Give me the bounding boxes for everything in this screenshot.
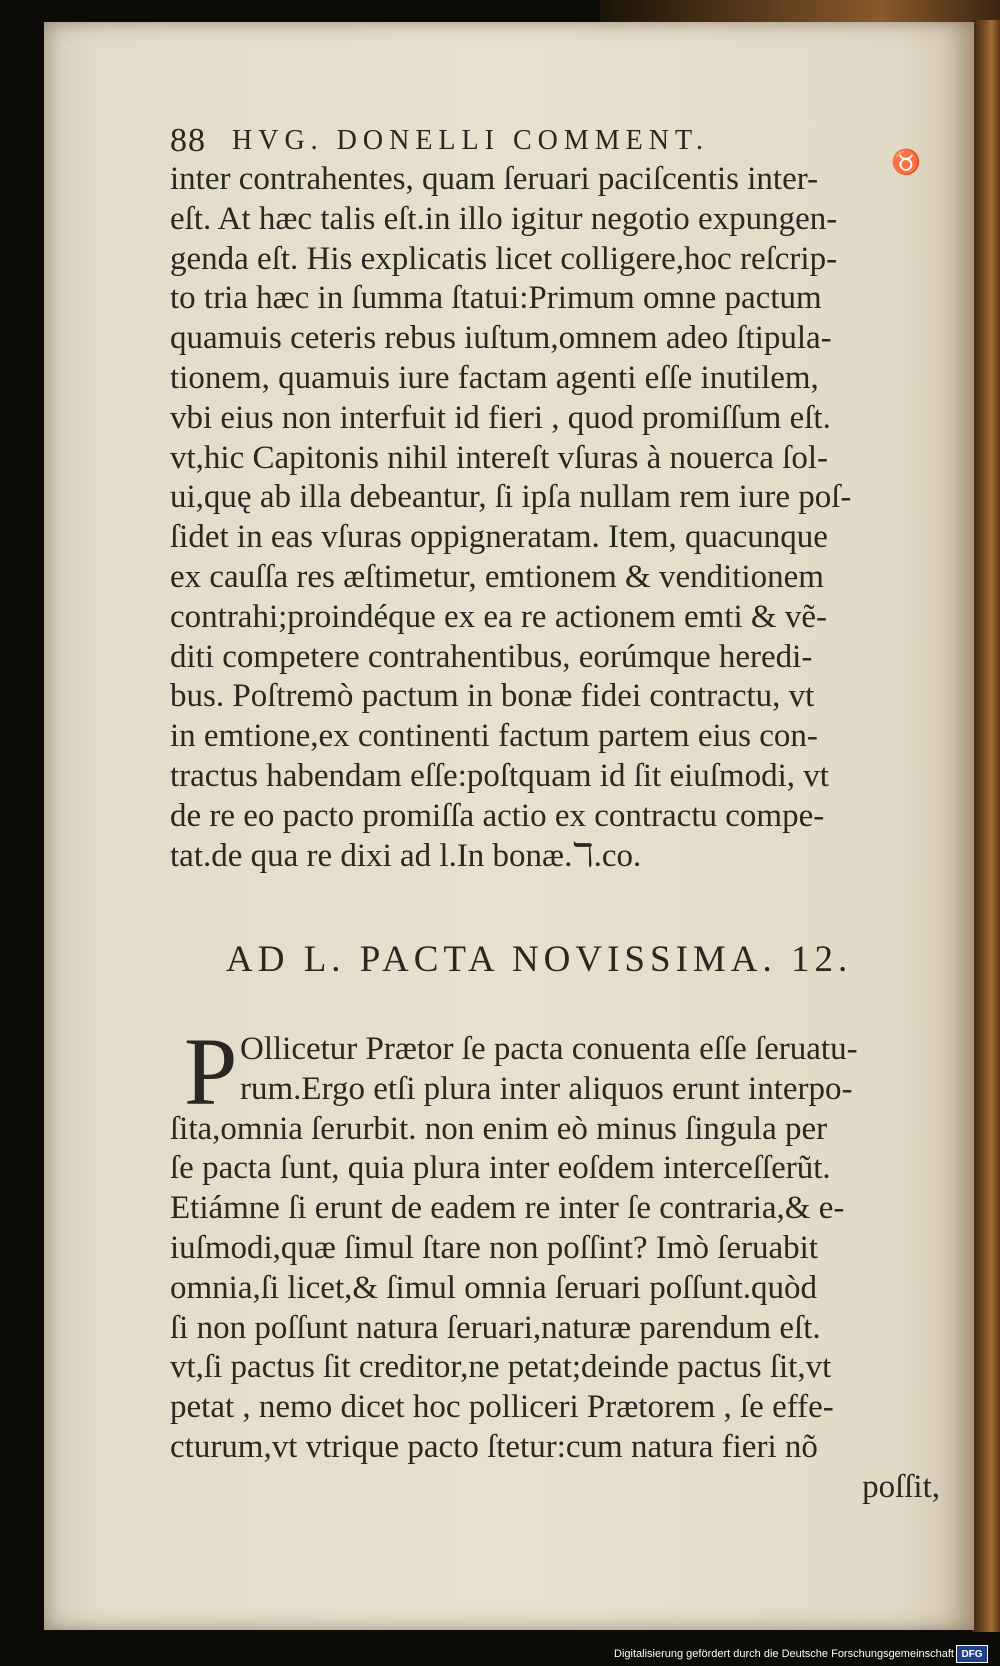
- text-line: ex cauſſa res æſtimetur, emtionem & venditionem: [170, 558, 824, 595]
- dfg-logo: DFG: [956, 1645, 988, 1663]
- text-line: vt,hic Capitonis nihil intereſt vſuras à nouerca ſol-: [170, 439, 829, 476]
- running-head: [170, 120, 830, 162]
- body-text-bottom: [170, 1018, 940, 1508]
- footer-credit: Digitalisierung gefördert durch die Deutsche Forschungsgemeinschaft: [614, 1648, 954, 1660]
- text-line: tionem, quamuis iure factam agenti eſſe inutilem,: [170, 359, 819, 396]
- text-line: tat.de qua re dixi ad l.In bonæ.ℸ.co.: [170, 837, 642, 874]
- drop-initial: P: [184, 1018, 238, 1125]
- text-line: iuſmodi,quæ ſimul ſtare non poſſint? Imò ſeruabit: [170, 1229, 818, 1266]
- text-line: ſi non poſſunt natura ſeruari,naturæ parendum eſt.: [170, 1309, 821, 1346]
- text-line: omnia,ſi licet,& ſimul omnia ſeruari poſſunt.quòd: [170, 1269, 818, 1306]
- running-title: HVG. DONELLI COMMENT.: [232, 125, 709, 156]
- text-line: inter contrahentes, quam ſeruari paciſcentis inter-: [170, 161, 819, 197]
- text-line: rum.Ergo etſi plura inter aliquos erunt interpo-: [240, 1070, 853, 1107]
- text-line: eſt. At hæc talis eſt.in illo igitur negotio expungen-: [170, 200, 838, 237]
- folio-mark: ♉: [891, 148, 921, 176]
- text-line: bus. Poſtremò pactum in bonæ fidei contractu, vt: [170, 678, 815, 715]
- text-line: diti competere contrahentibus, eorúmque heredi-: [170, 638, 813, 675]
- text-line: genda eſt. His explicatis licet colligere,hoc reſcrip-: [170, 240, 838, 277]
- text-line: vbi eius non interfuit id fieri , quod promiſſum eſt.: [170, 399, 831, 436]
- text-line: tractus habendam eſſe:poſtquam id ſit eiuſmodi, vt: [170, 757, 829, 794]
- text-line: Ollicetur Prætor ſe pacta conuenta eſſe ſeruatu-: [240, 1031, 858, 1067]
- text-line: to tria hæc in ſumma ſtatui:Primum omne pactum: [170, 280, 822, 317]
- book-spine: [972, 20, 1000, 1632]
- text-line: ſita,omnia ſerurbit. non enim eò minus ſingula per: [170, 1110, 828, 1147]
- body-text-top: [170, 160, 940, 876]
- text-line: cturum,vt vtrique pacto ſtetur:cum natura fieri nõ: [170, 1428, 818, 1465]
- text-line: petat , nemo dicet hoc polliceri Prætorem , ſe effe-: [170, 1389, 834, 1426]
- text-line: de re eo pacto promiſſa actio ex contractu compe-: [170, 797, 825, 834]
- page-number: 88: [170, 122, 206, 159]
- text-line: vt,ſi pactus ſit creditor,ne petat;deinde pactus ſit,vt: [170, 1349, 832, 1386]
- text-line: ſe pacta ſunt, quia plura inter eoſdem interceſſerũt.: [170, 1150, 831, 1187]
- text-line: quamuis ceteris rebus iuſtum,omnem adeo ſtipula-: [170, 320, 832, 357]
- text-line: in emtione,ex continenti factum partem eius con-: [170, 718, 818, 755]
- text-line: contrahi;proindéque ex ea re actionem emti & vẽ-: [170, 598, 827, 635]
- catchword: poſſit,: [862, 1468, 940, 1505]
- text-line: ui,quę ab illa debeantur, ſi ipſa nullam rem iure poſ-: [170, 479, 852, 516]
- text-line: ſidet in eas vſuras oppigneratam. Item, quacunque: [170, 519, 828, 556]
- book-top-edge: [600, 0, 1000, 22]
- section-heading: AD L. PACTA NOVISSIMA. 12.: [226, 939, 853, 980]
- text-line: Etiámne ſi erunt de eadem re inter ſe contraria,& e-: [170, 1190, 845, 1227]
